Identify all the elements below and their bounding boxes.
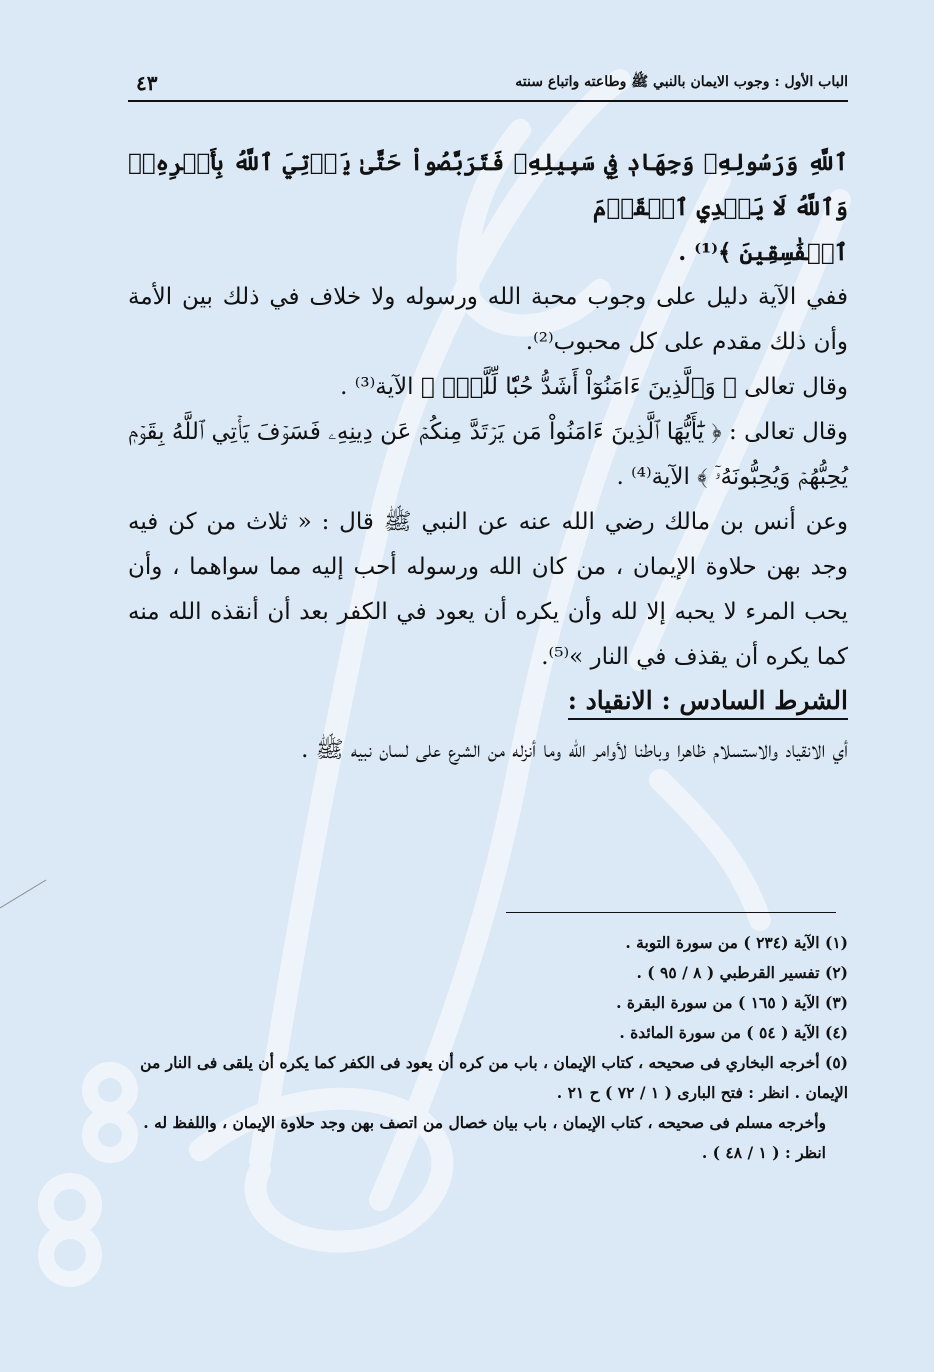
footnote-4: (٤) الآية ( ٥٤ ) من سورة المائدة . xyxy=(619,1023,848,1042)
header-title: الباب الأول : وجوب الايمان بالنبي ﷺ وطاعته واتباع سنته xyxy=(515,74,848,90)
footnote-5-continuation: وأخرجه مسلم فى صحيحه ، كتاب الإيمان ، باب بيان خصال من اتصف بهن وجد حلاوة الإيمان ، واللفظ له . انظر : ( ١ / ٤٨ ) . xyxy=(143,1113,826,1162)
page-number: ٤٣ xyxy=(136,71,158,95)
section-heading: الشرط السادس : الانقياد : xyxy=(568,684,848,720)
footnote-3: (٣) الآية ( ١٦٥ ) من سورة البقرة . xyxy=(616,993,848,1012)
paragraph-commentary: ففي الآية دليل على وجوب محبة الله ورسوله ولا خلاف في ذلك بين الأمة وأن ذلك مقدم على كل محبوب⁽²⁾. xyxy=(128,284,848,355)
footnote-1: (١) الآية (٢٣٤ ) من سورة التوبة . xyxy=(625,933,848,952)
quran-verse-line-2: ٱلۡفَٰسِقِينَ ﴾⁽¹⁾ . xyxy=(678,239,848,266)
paragraph-hadith: وعن أنس بن مالك رضي الله عنه عن النبي ﷺ قال : « ثلاث من كن فيه وجد بهن حلاوة الإيمان ، من كان الله ورسوله أحب إليه مما سواهما ، وأن يحب المرء لا يحبه إلا لله وأن يكره أن يعود في الكفر بعد أن أنقذه الله منه كما يكره أن يقذف في النار »⁽⁵⁾. xyxy=(128,509,848,670)
footnote-2: (٢) تفسير القرطبي ( ٨ / ٩٥ ) . xyxy=(636,963,848,982)
quran-verse-line-1: ٱللَّهِ وَرَسُولِهِۦ وَجِهَادٖ فِي سَبِيلِهِۦ فَتَرَبَّصُواْ حَتَّىٰ يَأۡتِيَ ٱللَّهُ بِأَمۡرِهِۦۗ وَٱللَّهُ لَا يَهۡدِي ٱلۡقَوۡمَ xyxy=(128,149,848,221)
paragraph-verse-quote-1: وقال تعالى ﴿ وَٱلَّذِينَ ءَامَنُوٓاْ أَشَدُّ حُبّٗا لِّلَّهِۗ ﴾ الآية⁽³⁾ . xyxy=(340,374,848,400)
paragraph-definition: أي الانقياد والاستسلام ظاهرا وباطنا لأوامر الله وما أنزله من الشرع على لسان نبيه ﷺ . xyxy=(301,737,848,763)
footnote-rule xyxy=(506,912,836,913)
footnotes xyxy=(128,928,848,1168)
paragraph-verse-quote-2: وقال تعالى : ﴿ يَٰٓأَيُّهَا ٱلَّذِينَ ءَامَنُواْ مَن يَرۡتَدَّ مِنكُمۡ عَن دِينِهِۦ فَسَوۡفَ يَأۡتِي ٱللَّهُ بِقَوۡمٖ يُحِبُّهُمۡ وَيُحِبُّونَهُۥٓ ﴾ الآية⁽⁴⁾ . xyxy=(128,419,848,490)
footnote-5: (٥) أخرجه البخاري فى صحيحه ، كتاب الإيمان ، باب من كره أن يعود فى الكفر كما يكره أن يلقى فى النار من الإيمان . انظر : فتح البارى ( ١ / ٧٢ ) ح ٢١ . xyxy=(140,1053,848,1102)
running-header xyxy=(128,68,848,98)
header-rule xyxy=(128,100,848,102)
main-text xyxy=(128,140,848,773)
